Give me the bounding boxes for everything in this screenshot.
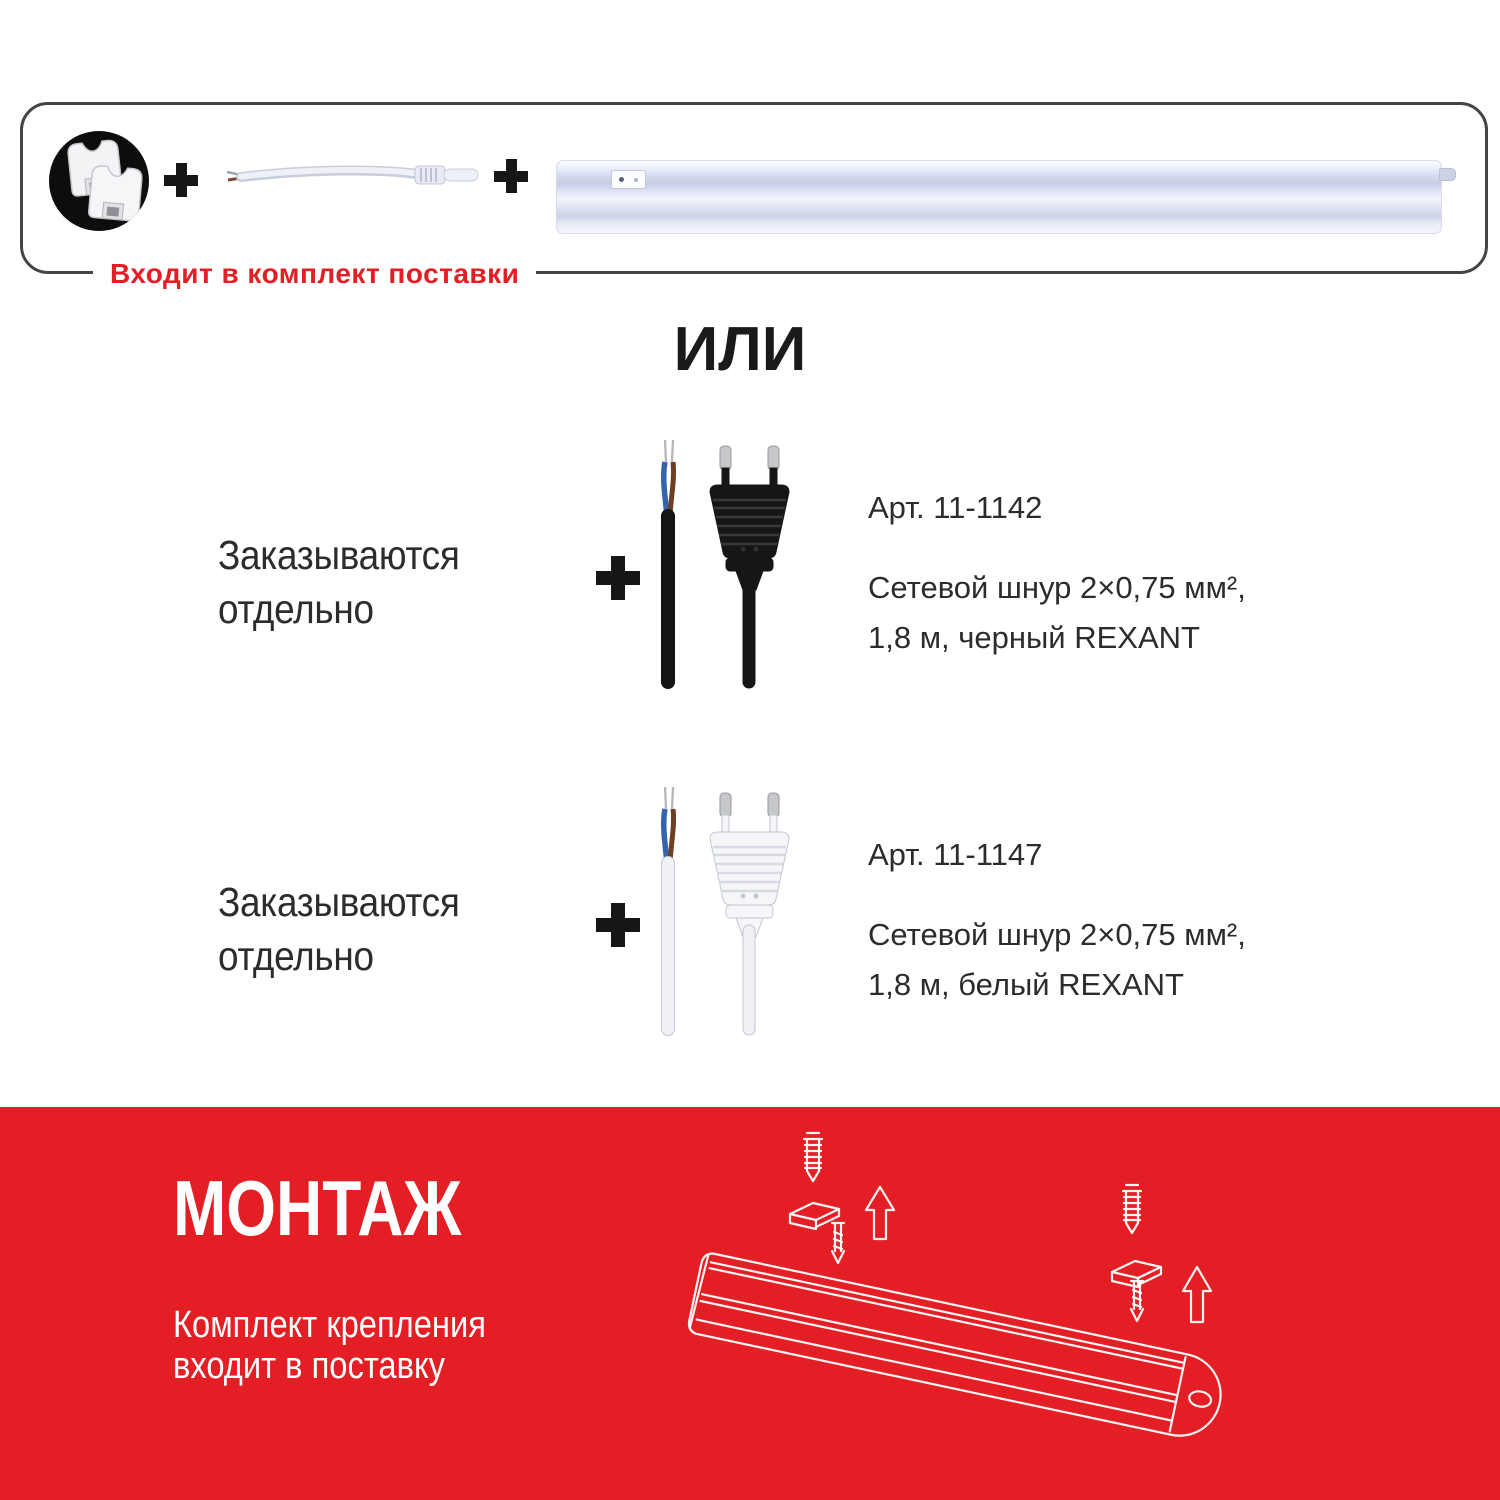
plus-icon: [596, 556, 640, 600]
wire-clamp-connectors-art: [49, 131, 149, 231]
plus-icon: [494, 159, 528, 193]
arrow-up-icon: [1183, 1267, 1211, 1322]
mounting-clip-icon: [1112, 1261, 1161, 1287]
cord-option-row-white: [0, 777, 1500, 1067]
article-number: Арт. 11-1142: [868, 490, 1043, 525]
cord-description-line1: Сетевой шнур 2×0,75 мм²,: [868, 917, 1246, 952]
mounting-clip-icon: [790, 1203, 839, 1229]
or-heading: ИЛИ: [673, 315, 807, 384]
power-cable-icon: [221, 151, 483, 203]
kit-caption: Входит в комплект поставки: [93, 258, 536, 290]
white-power-cord-icon: [648, 779, 798, 1037]
cord-option-row-black: [0, 430, 1500, 720]
arrow-up-icon: [866, 1187, 894, 1239]
cord-description-line2: 1,8 м, черный REXANT: [868, 620, 1200, 655]
led-light-bar-icon: [556, 160, 1442, 234]
order-note: [218, 875, 460, 983]
article-number: Арт. 11-1147: [868, 837, 1043, 872]
cord-description-line2: 1,8 м, белый REXANT: [868, 967, 1184, 1002]
order-note-line1: Заказываются: [218, 879, 460, 925]
order-note-line1: Заказываются: [218, 532, 460, 578]
order-note: [218, 528, 460, 636]
included-kit-box: [20, 102, 1488, 289]
mounting-subtitle-line1: Комплект крепления: [173, 1304, 486, 1346]
mounting-title: МОНТАЖ: [173, 1164, 462, 1252]
led-bar-connector-pin: [1439, 168, 1456, 181]
order-note-line2: отдельно: [218, 933, 374, 979]
wire-clamp-connectors-icon: [49, 131, 149, 231]
mounting-diagram: [0, 1107, 1500, 1500]
wall-plug-dowel-icon: [1123, 1185, 1141, 1233]
wall-plug-dowel-icon: [804, 1133, 822, 1181]
cord-description-line1: Сетевой шнур 2×0,75 мм²,: [868, 570, 1246, 605]
mounting-subtitle-line2: входит в поставку: [173, 1345, 445, 1387]
plus-icon: [164, 163, 198, 197]
screw-icon: [832, 1223, 844, 1263]
plus-icon: [596, 903, 640, 947]
mounting-section: [0, 1107, 1500, 1500]
black-power-cord-icon: [648, 432, 798, 690]
led-bar-switch-icon: [611, 170, 646, 189]
order-note-line2: отдельно: [218, 586, 374, 632]
